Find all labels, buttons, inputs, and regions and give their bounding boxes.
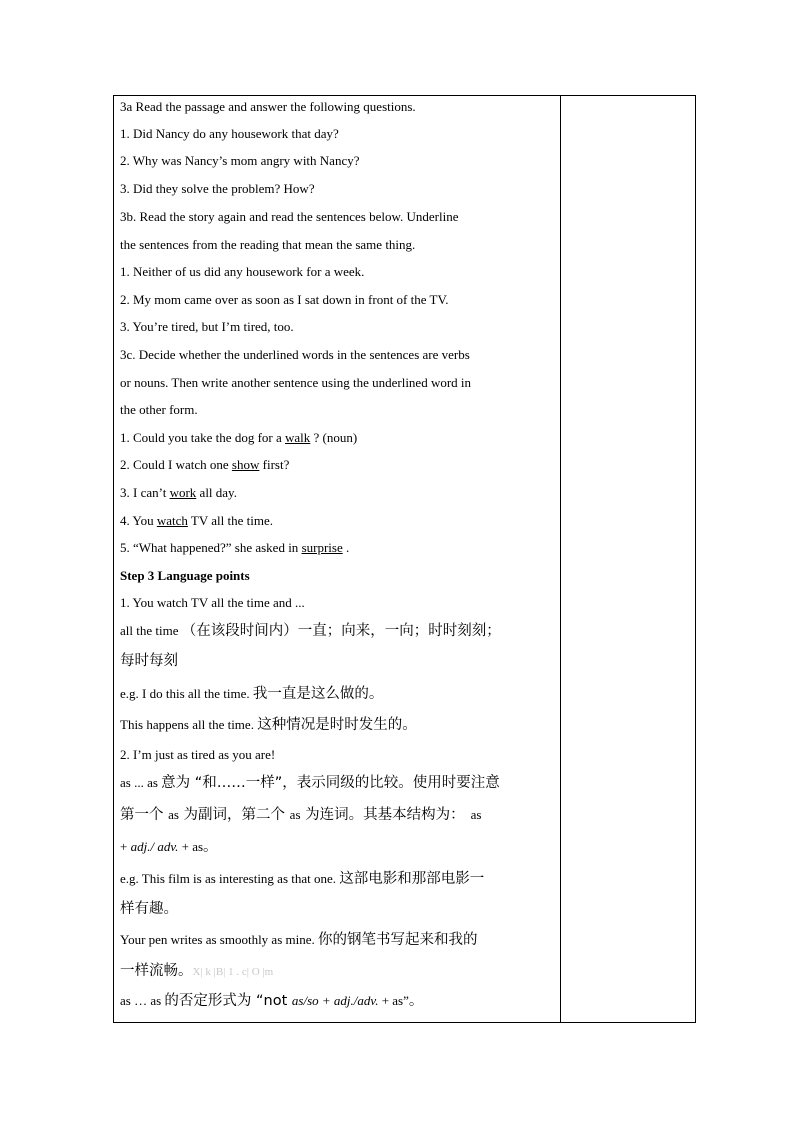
exercise-4	[120, 512, 273, 530]
example-chinese: 这种情况是时时发生的。	[257, 717, 417, 733]
example-4-cont	[120, 962, 273, 981]
exercise-2-text: 2. Could I watch one	[120, 457, 232, 472]
chinese-gloss: 意为 “和……一样”，表示同级的比较。使用时要注意	[161, 775, 500, 791]
exercise-4-text: 4. You	[120, 513, 157, 528]
point-2-definition-cont	[120, 806, 481, 824]
example-2	[120, 716, 417, 734]
task-3b-heading-cont: the sentences from the reading that mean the same thing.	[120, 237, 416, 252]
example-english: e.g. I do this all the time.	[120, 686, 253, 701]
example-1	[120, 685, 383, 703]
phrase: as ... as	[120, 775, 162, 790]
example-chinese: 这部电影和那部电影一	[339, 871, 485, 887]
sentence-3: 3. You’re tired, but I’m tired, too.	[120, 319, 294, 334]
example-chinese: 一样流畅。	[120, 963, 193, 979]
task-3a-heading: 3a Read the passage and answer the following questions.	[120, 99, 416, 114]
exercise-5	[120, 539, 349, 557]
keyword: as	[289, 807, 301, 822]
point-1-definition	[120, 622, 501, 640]
example-chinese: 我一直是这么做的。	[252, 686, 384, 702]
formula-part: + as”	[378, 993, 409, 1008]
watermark-text: X| k |B| 1 . c| O |m	[192, 966, 274, 978]
column-divider	[560, 95, 561, 1023]
exercise-1-text: 1. Could you take the dog for a	[120, 430, 285, 445]
underlined-word: watch	[156, 513, 188, 528]
formula-part: + as	[178, 839, 204, 854]
exercise-5-text-end: .	[342, 540, 350, 555]
point-1-title: 1. You watch TV all the time and ...	[120, 595, 305, 610]
question-1: 1. Did Nancy do any housework that day?	[120, 126, 339, 141]
phrase: all the time	[120, 623, 182, 638]
task-3c-heading-end: the other form.	[120, 402, 198, 417]
formula-part: +	[120, 839, 131, 854]
underlined-word: show	[231, 457, 260, 472]
exercise-3	[120, 484, 237, 502]
underlined-word: walk	[285, 430, 311, 445]
exercise-2-text-end: first?	[259, 457, 290, 472]
chinese-gloss: 的否定形式为 “not	[164, 993, 292, 1009]
structure-formula	[120, 838, 218, 856]
exercise-1	[120, 429, 357, 447]
example-english: This happens all the time.	[120, 717, 258, 732]
example-3	[120, 870, 484, 888]
phrase: as … as	[120, 993, 165, 1008]
task-3c-heading: 3c. Decide whether the underlined words in the sentences are verbs	[120, 347, 470, 362]
example-4	[120, 931, 478, 949]
exercise-3-text: 3. I can’t	[120, 485, 170, 500]
step-3-heading: Step 3 Language points	[120, 568, 250, 583]
formula-end: 。	[408, 993, 424, 1009]
example-english: e.g. This film is as interesting as that one.	[120, 871, 340, 886]
question-2: 2. Why was Nancy’s mom angry with Nancy?	[120, 153, 360, 168]
underlined-word: work	[169, 485, 197, 500]
formula-part: adj./ adv.	[130, 839, 179, 854]
point-2-definition	[120, 774, 500, 792]
keyword: as	[168, 807, 179, 822]
exercise-5-text: 5. “What happened?” she asked in	[120, 540, 302, 555]
example-3-cont: 样有趣。	[120, 901, 178, 917]
sentence-1: 1. Neither of us did any housework for a week.	[120, 264, 365, 279]
chinese-gloss: 为连词。其基本结构为：	[300, 807, 465, 823]
underlined-word: surprise	[301, 540, 343, 555]
exercise-1-text-end: ? (noun)	[310, 430, 358, 445]
chinese-gloss: 为副词，第二个	[178, 807, 290, 823]
example-english: Your pen writes as smoothly as mine.	[120, 932, 319, 947]
keyword: as	[470, 807, 482, 822]
sentence-2: 2. My mom came over as soon as I sat down in front of the TV.	[120, 292, 449, 307]
chinese-gloss: （在该段时间内）一直；向来，一向；时时刻刻；	[181, 623, 501, 639]
exercise-2	[120, 456, 289, 474]
example-chinese: 你的钢笔书写起来和我的	[318, 932, 478, 948]
point-1-definition-cont: 每时每刻	[120, 653, 178, 669]
formula-part: as/so + adj./adv.	[291, 993, 379, 1008]
point-2-title: 2. I’m just as tired as you are!	[120, 747, 276, 762]
exercise-3-text-end: all day.	[196, 485, 237, 500]
task-3b-heading: 3b. Read the story again and read the sentences below. Underline	[120, 209, 459, 224]
negative-form	[120, 992, 423, 1010]
question-3: 3. Did they solve the problem? How?	[120, 181, 315, 196]
chinese-gloss: 第一个	[120, 807, 169, 823]
exercise-4-text-end: TV all the time.	[187, 513, 273, 528]
task-3c-heading-cont: or nouns. Then write another sentence using the underlined word in	[120, 375, 472, 390]
formula-end: 。	[203, 839, 218, 855]
